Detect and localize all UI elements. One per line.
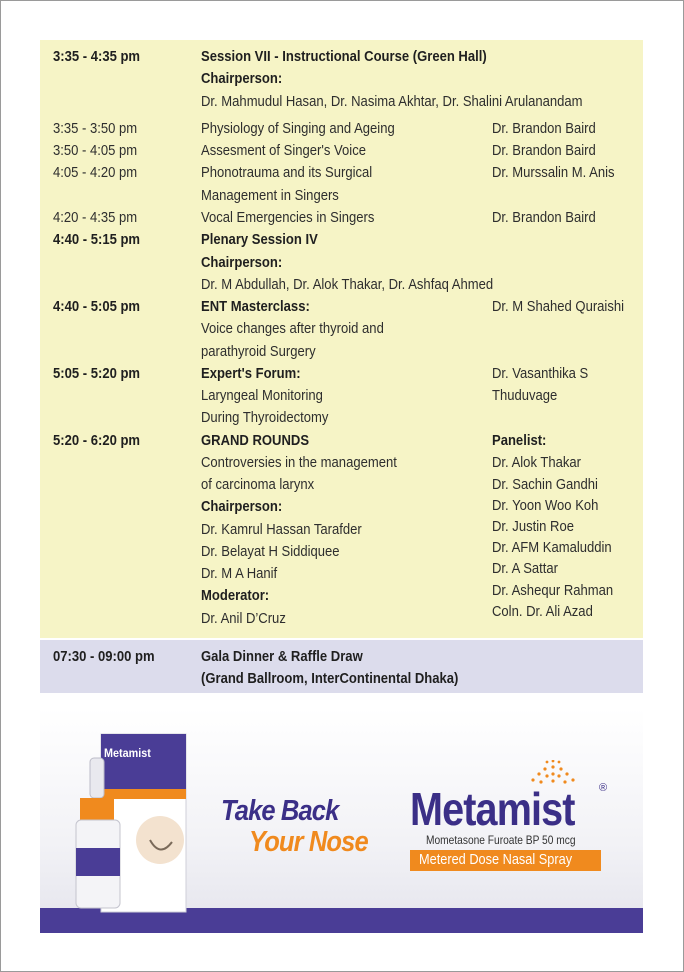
talk-time: 3:35 - 3:50 pm [53,121,138,137]
chairperson-label: Chairperson: [201,71,283,87]
session-title: Plenary Session IV [201,232,318,248]
gala-title: Gala Dinner & Raffle Draw [201,649,363,665]
panelist: Dr. A Sattar [492,561,559,577]
moderator-label: Moderator: [201,588,270,604]
ad-tagline-line1: Take Back [221,795,339,827]
session-topic-cont: of carcinoma larynx [201,477,315,493]
session-topic: Laryngeal Monitoring [201,388,323,404]
panelist: Dr. Ashequr Rahman [492,583,614,599]
talk-speaker: Dr. Brandon Baird [492,143,596,159]
talk-topic-cont: Management in Singers [201,188,339,204]
gala-time: 07:30 - 09:00 pm [53,649,155,665]
talk-time: 3:50 - 4:05 pm [53,143,138,159]
session-topic: Voice changes after thyroid and [201,321,384,337]
panelist-label: Panelist: [492,433,547,449]
panelist: Dr. Yoon Woo Koh [492,498,599,514]
ad-tagline-line2: Your Nose [249,826,368,858]
session-topic-cont: During Thyroidectomy [201,410,329,426]
talk-time: 4:05 - 4:20 pm [53,165,138,181]
talk-speaker: Dr. Brandon Baird [492,210,596,226]
talk-speaker: Dr. Murssalin M. Anis [492,165,615,181]
session-title: GRAND ROUNDS [201,433,310,449]
pack-brand: Metamist [104,746,151,760]
chairperson-label: Chairperson: [201,255,283,271]
talk-speaker: Dr. Brandon Baird [492,121,596,137]
session-time: 4:40 - 5:15 pm [53,232,141,248]
chairperson: Dr. Kamrul Hassan Tarafder [201,522,362,538]
brand-name: Metamist [410,783,575,835]
session-title: Session VII - Instructional Course (Green Hall) [201,49,487,65]
session-topic: Controversies in the management [201,455,397,471]
panelist: Dr. Justin Roe [492,519,574,535]
registered-mark: ® [599,782,608,794]
chairperson-label: Chairperson: [201,499,283,515]
chairperson: Dr. M A Hanif [201,566,278,582]
session-title: ENT Masterclass: [201,299,310,315]
generic-name: Mometasone Furoate BP 50 mcg [426,833,576,847]
talk-topic: Vocal Emergencies in Singers [201,210,375,226]
chairpersons: Dr. M Abdullah, Dr. Alok Thakar, Dr. Ashfaq Ahmed [201,277,494,293]
session-speaker: Dr. Vasanthika S [492,366,589,382]
gala-venue: (Grand Ballroom, InterContinental Dhaka) [201,671,459,687]
session-time: 5:05 - 5:20 pm [53,366,141,382]
chairperson: Dr. Belayat H Siddiquee [201,544,340,560]
panelist: Dr. Sachin Gandhi [492,477,598,493]
chairpersons: Dr. Mahmudul Hasan, Dr. Nasima Akhtar, Dr. Shalini Arulanandam [201,94,583,110]
talk-topic: Phonotrauma and its Surgical [201,165,373,181]
session-time: 4:40 - 5:05 pm [53,299,141,315]
session-title: Expert's Forum: [201,366,301,382]
session-time: 3:35 - 4:35 pm [53,49,141,65]
session-time: 5:20 - 6:20 pm [53,433,141,449]
product-type: Metered Dose Nasal Spray [419,851,573,868]
panelist: Dr. Alok Thakar [492,455,581,471]
talk-topic: Assesment of Singer's Voice [201,143,366,159]
session-speaker-cont: Thuduvage [492,388,558,404]
panelist: Coln. Dr. Ali Azad [492,604,593,620]
talk-time: 4:20 - 4:35 pm [53,210,138,226]
session-speaker: Dr. M Shahed Quraishi [492,299,625,315]
panelist: Dr. AFM Kamaluddin [492,540,612,556]
talk-topic: Physiology of Singing and Ageing [201,121,395,137]
session-topic-cont: parathyroid Surgery [201,344,316,360]
moderator: Dr. Anil D’Cruz [201,611,286,627]
